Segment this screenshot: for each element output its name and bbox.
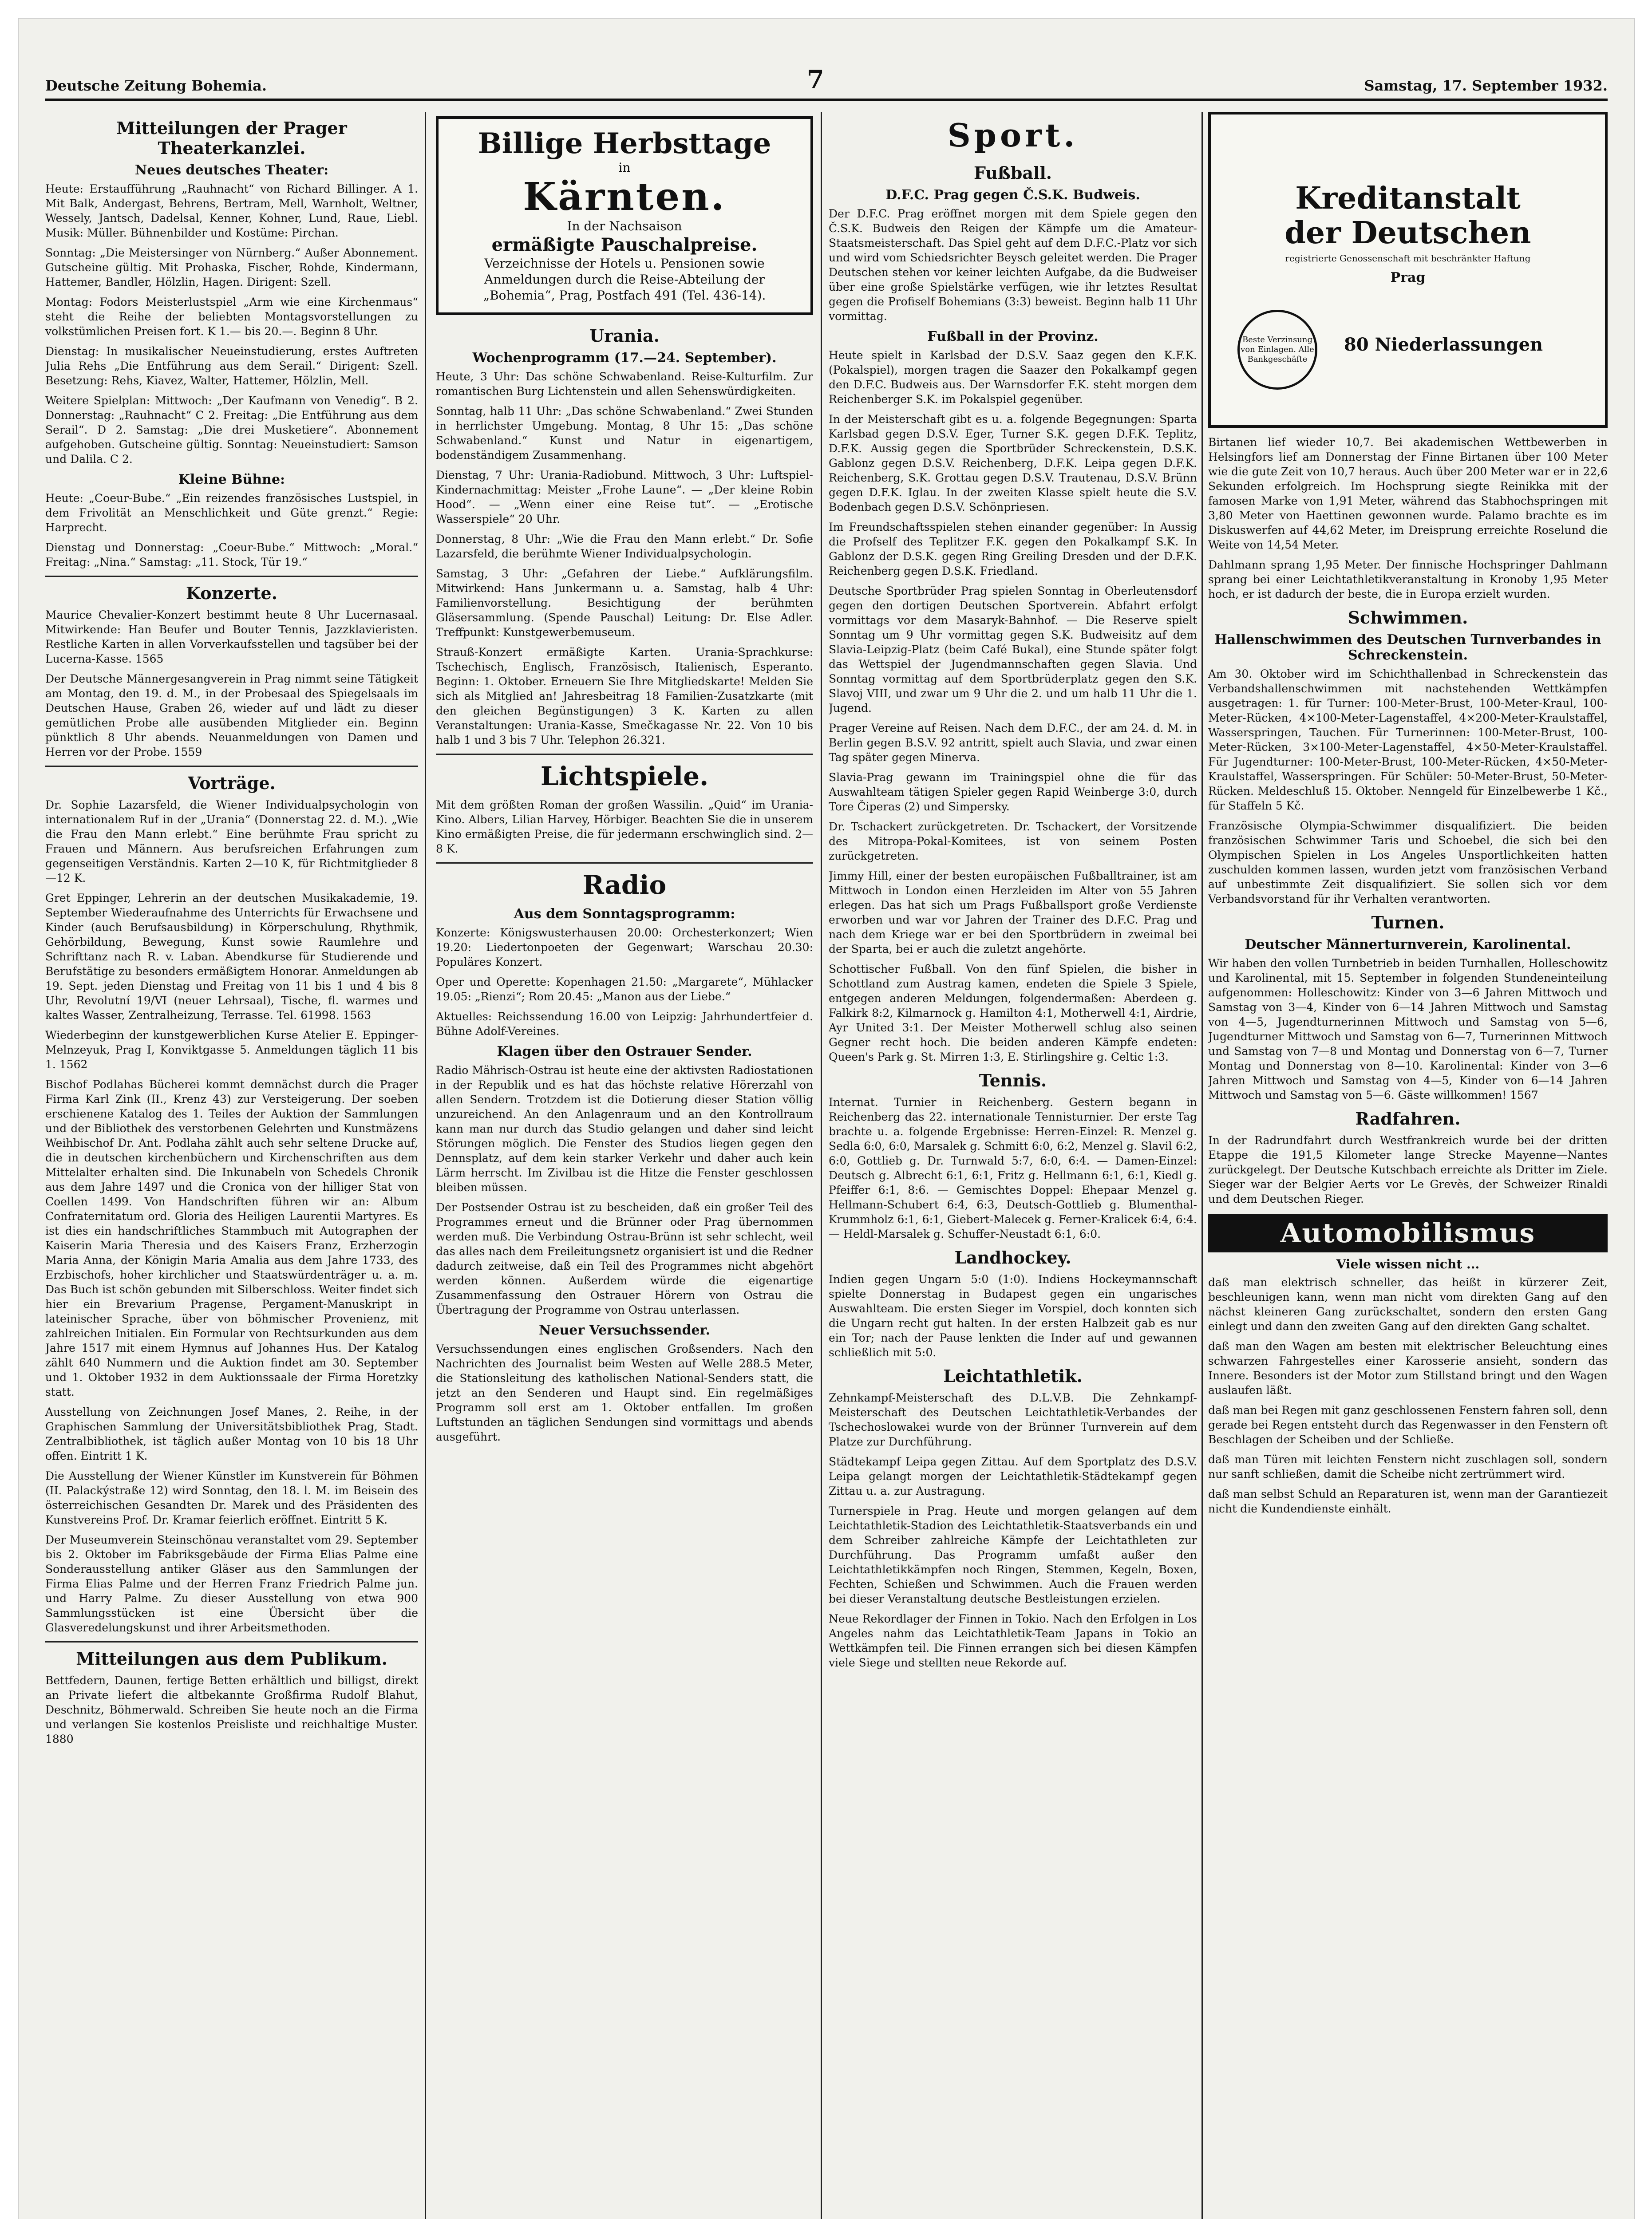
section-title-urania: Urania. [589,326,660,346]
bank-seal-icon: Beste Verzinsung von Einlagen. Alle Bankgeschäfte [1237,310,1317,390]
article-paragraph: Heute: Erstaufführung „Rauhnacht“ von Richard Billinger. A 1. Mit Balk, Andergast, Behrens, Bertram, Mell, Warnholt, Weltner, Wessely, Jantsch, Dadelsal, Kenner, Kohner, Lund, Raue, Liebl. Musik: Müller. Bühnenbilder und Kostüme: Pirchan. [45,182,418,239]
article-paragraph: Die Ausstellung der Wiener Künstler im Kunstverein für Böhmen (II. Palackýstraße 12) wird Sonntag, den 18. l. M. im Beisein des österreichischen Gesandten Dr. Marek und des Präsidenten des Kunstvereins Prof. Dr. Kramar feierlich eröffnet. Eintritt 5 K. [45,1469,418,1526]
article-paragraph: Im Freundschaftsspielen stehen einander gegenüber: In Aussig die Profself des Teplitzer F.K. gegen den Pokalkampf S.K. In Gablonz der D.S.K. gegen Ring Greiling Dresden und der D.F.K. Reichenberg gegen D.S.K. Friedland. [829,521,1197,577]
article-paragraph: Aktuelles: Reichssendung 16.00 von Leipzig: Jahrhundertfeier d. Bühne Adolf-Vereines. [436,1010,813,1038]
article-paragraph: Strauß-Konzert ermäßigte Karten. Urania-Sprachkurse: Tschechisch, Englisch, Französisch, Italienisch, Esperanto. Beginn: 1. Oktober. Erneuern Sie Ihre Mitgliedskarte! Melden Sie sich als Mitglied an! Jahresbeitrag 18 Familien-Zusatzkarte (mit den gleichen Begünstigungen) 3 K. Karten zu allen Veranstaltungen: Urania-Kasse, Smečkagasse Nr. 22. Von 10 bis halb 1 und 3 bis 7 Uhr. Telephon 26.321. [436,646,813,746]
article-paragraph: Montag: Fodors Meisterlustspiel „Arm wie eine Kirchenmaus“ steht die Reihe der beliebten Montagsvorstellungen zu volkstümlichen Preisen fort. K 1.— bis 20.—. Beginn 8 Uhr. [45,296,418,338]
article-paragraph: Zehnkampf-Meisterschaft des D.L.V.B. Die Zehnkampf-Meisterschaft des Deutschen Leichtathletik-Verbandes der Tschechoslowakei wurde von der Brünner Turnverein auf dem Platze zur Durchführung. [829,1391,1197,1448]
page-number: 7 [806,65,824,94]
article-paragraph: daß man elektrisch schneller, das heißt in kürzerer Zeit, beschleunigen kann, wenn man nicht vom direkten Gang auf den nächst kleineren Gang zurückschaltet, sondern den ersten Gang einlegt und dann den zweiten Gang auf den direkten Gang schaltet. [1208,1276,1608,1333]
column-3 [829,112,1197,2219]
article-paragraph: Oper und Operette: Kopenhagen 21.50: „Margarete“, Mühlacker 19.05: „Rienzi“; Rom 20.45: „Manon aus der Liebe.“ [436,975,813,1003]
masthead [45,45,1608,101]
advertisement-kreditanstalt [1208,112,1608,428]
bank-name-line: Kreditanstalt [1295,181,1521,216]
header-left: Deutsche Zeitung Bohemia. [45,77,267,94]
article-paragraph: Dienstag, 7 Uhr: Urania-Radiobund. Mittwoch, 3 Uhr: Luftspiel-Kindernachmittag: Meister „Frohe Laune“. — „Der kleine Robin Hood“. — „Wenn einer eine Reise tut“. — „Erotische Wasserspiele“ 20 Uhr. [436,469,813,525]
section-title-sport: Sport. [947,116,1079,154]
article-paragraph: Jimmy Hill, einer der besten europäischen Fußballtrainer, ist am Mittwoch in London einen Herzleiden im Alter von 55 Jahren erlegen. Das hat sich um Prags Fußballsport große Verdienste erworben und war vor Jahren der Trainer des D.F.C. Prag und nach dem Kriege war er bei den Sportbrüdern in zweimal bei der Sparta, bei er auch die zuletzt angehörte. [829,869,1197,956]
advertisement-kaernten [436,116,813,315]
article-paragraph: Am 30. Oktober wird im Schichthallenbad in Schreckenstein das Verbandshallenschwimmen mit nachstehenden Wettkämpfen ausgetragen: 1. für Turner: 100-Meter-Brust, 100-Meter-Kraul, 100-Meter-Rücken, 4×100-Meter-Lagenstaffel, 4×200-Meter-Kraulstaffel, Wasserspringen, Tauchen. Für Turnerinnen: 100-Meter-Brust, 100-Meter-Rücken, 3×100-Meter-Lagenstaffel, 4×50-Meter-Kraulstaffel. Für Jugendturner: 100-Meter-Brust, 100-Meter-Rücken, 4×50-Meter-Kraulstaffel, Wasserspringen. Für Schüler: 50-Meter-Brust, 50-Meter-Rücken. Meldeschluß 15. Oktober. Nenngeld für Einzelbewerbe 1 Kč., für Staffeln 5 Kč. [1208,667,1608,812]
section-title-landhockey: Landhockey. [954,1248,1071,1267]
subheading-kleine-buehne: Kleine Bühne: [178,472,285,487]
article-paragraph: Indien gegen Ungarn 5:0 (1:0). Indiens Hockeymannschaft spielte Donnerstag in Budapest gegen ein ungarisches Auswahlteam. Die ersten Sieger im Vorspiel, doch konnten sich die Ungarn recht gut halten. In der ersten Halbzeit gab es nur ein Tor; nach der Pause lenkten die Inder auf und gewannen schließlich mit 5:0. [829,1273,1197,1359]
ad-subtitle: ermäßigte Pauschalpreise. [491,234,758,255]
article-paragraph: Neue Rekordlager der Finnen in Tokio. Nach den Erfolgen in Los Angeles nahm das Leichtathletik-Team Japans in Tokio an Wettkämpfen teil. Die Finnen errangen sich bei diesen Kämpfen viele Siege und stellten neue Rekorde auf. [829,1612,1197,1669]
divider [436,862,813,864]
article-paragraph: Donnerstag, 8 Uhr: „Wie die Frau den Mann erlebt.“ Dr. Sofie Lazarsfeld, die berühmte Wiener Individualpsychologin. [436,533,813,560]
column-2 [436,112,813,2219]
article-paragraph: Der D.F.C. Prag eröffnet morgen mit dem Spiele gegen den Č.S.K. Budweis den Reigen der Kämpfe um die Amateur-Staatsmeisterschaft. Das Spiel geht auf dem D.F.C.-Platz vor sich und wird vom Schiedsrichter Beysch geleitet werden. Die Prager Deutschen stehen vor keiner leichten Aufgabe, da die Budweiser über eine große Spielstärke verfügen, wie ihr letztes Resultat gegen die Profiself Bohemians (3:3) beweist. Beginn halb 11 Uhr vormittag. [829,207,1197,323]
article-paragraph: Gret Eppinger, Lehrerin an der deutschen Musikakademie, 19. September Wiederaufnahme des Unterrichts für Erwachsene und Kinder (auch Berufsausbildung) in Körperschulung, Rhythmik, Gehörbildung, Bewegung, Kunst sowie Raumlehre und Schrifttanz nach R. v. Laban. Abendkurse für Studierende und Berufstätige zu besonders ermäßigtem Honorar. Anmeldungen ab 19. Sept. jeden Dienstag und Freitag von 11 bis 1 und 4 bis 8 Uhr, Revolutní 19/VI (neuer Lehrsaal), Tische, fl. warmes und kaltes Wasser, Zentralheizung, Terrasse. Tel. 61998. 1563 [45,892,418,1022]
article-paragraph: daß man den Wagen am besten mit elektrischer Beleuchtung eines schwarzen Fahrgestelles einer Karosserie ansieht, sondern das Innere. Besonders ist der Motor zum Stillstand bringt und den Wagen auslaufen läßt. [1208,1340,1608,1397]
divider [45,766,418,767]
subheading-neuer-sender: Neuer Versuchssender. [538,1323,711,1338]
article-paragraph: In der Meisterschaft gibt es u. a. folgende Begegnungen: Sparta Karlsbad gegen D.S.V. Eger, Turner S.K. gegen D.F.K. Teplitz, D.F.K. Aussig gegen die Sportbrüder Schreckenstein, D.S.K. Gablonz gegen D.S.V. Reichenberg, D.F.K. Leipa gegen D.F.K. Reichenberg, S.K. Grottau gegen D.S.V. Trautenau, D.S.V. Brünn gegen D.F.K. Iglau. In der zweiten Klasse spielt heute die S.V. Bodenbach gegen D.S.V. Schönpriesen. [829,413,1197,513]
article-paragraph: Heute: „Coeur-Bube.“ „Ein reizendes französisches Lustspiel, in dem Frivolität an Menschlichkeit und Güte grenzt.“ Regie: Harprecht. [45,492,418,534]
section-title-fussball: Fußball. [973,163,1052,183]
article-paragraph: Weitere Spielplan: Mittwoch: „Der Kaufmann von Venedig“. B 2. Donnerstag: „Rauhnacht“ C 2. Freitag: „Die Entführung aus dem Serail“. D 2. Samstag: „Die drei Musketiere“. Abonnement aufgehoben. Gutscheine gültig. Sonntag: Neueinstudiert: Samson und Dalila. C 2. [45,394,418,466]
column-rule [821,112,822,2219]
column-1 [45,112,418,2219]
ad-headline: Billige Herbsttage [478,127,771,160]
ad-text: in [618,160,631,175]
subheading-sonntagsprogramm: Aus dem Sonntagsprogramm: [514,906,735,922]
article-paragraph: Prager Vereine auf Reisen. Nach dem D.F.C., der am 24. d. M. in Berlin gegen B.S.V. 92 antritt, spielt auch Slavia, und zwar einen Tag später gegen Minerva. [829,722,1197,764]
article-paragraph: Ausstellung von Zeichnungen Josef Manes, 2. Reihe, in der Graphischen Sammlung der Universitätsbibliothek Prag, Stadt. Zentralbibliothek, ist täglich außer Montag von 10 bis 18 Uhr offen. Eintritt 1 K. [45,1406,418,1462]
section-title-lichtspiele: Lichtspiele. [540,761,709,791]
section-title-radfahren: Radfahren. [1355,1109,1461,1129]
bank-name [1220,181,1596,250]
article-paragraph: Dr. Sophie Lazarsfeld, die Wiener Individualpsychologin von internationalem Ruf in der „Urania“ (Donnerstag 22. d. M.). „Wie die Frau den Mann erlebt.“ Eine berühmte Frau spricht zu Frauen und Männern. Aus berufsreichen Erfahrungen zum gegenseitigen Verständnis. Karten 2—10 K, für Richtmitglieder 8—12 K. [45,798,418,884]
article-paragraph: Birtanen lief wieder 10,7. Bei akademischen Wettbewerben in Helsingfors lief am Donnerstag der Finne Birtanen über 100 Meter wie die gute Zeit von 10,7 heraus. Auch über 200 Meter war er in 22,6 Sekunden erfolgreich. Im Hochsprung siegte Reinikka mit der famosen Marke von 1,91 Meter, während das Stabhochspringen mit 3,80 Meter von Haettinen gewonnen wurde. Palamo brachte es im Diskuswerfen auf 44,62 Meter, im Dreisprung erreichte Roselund die Weite von 14,54 Meter. [1208,436,1608,551]
article-paragraph: Mit dem größten Roman der großen Wassilin. „Quid“ im Urania-Kino. Albers, Lilian Harvey, Hörbiger. Beachten Sie die in unserem Kino ermäßigten Preise, die für jedermann erschwinglich sind. 2—8 K. [436,798,813,855]
divider [45,576,418,577]
bank-city: Prag [1390,270,1426,285]
article-paragraph: Slavia-Prag gewann im Trainingspiel ohne die für das Auswahlteam tätigen Spieler gegen Rapid Weinberge 3:0, durch Tore Čiperas (2) und Simpersky. [829,771,1197,813]
section-title-vortraege: Vorträge. [188,773,276,793]
article-paragraph: Dr. Tschackert zurückgetreten. Dr. Tschackert, der Vorsitzende des Mitropa-Pokal-Komitees, ist von seinem Posten zurückgetreten. [829,820,1197,862]
article-paragraph: daß man Türen mit leichten Fenstern nicht zuschlagen soll, sondern nur sanft schließen, damit die Scheibe nicht zertrümmert wird. [1208,1453,1608,1481]
article-paragraph: Französische Olympia-Schwimmer disqualifiziert. Die beiden französischen Schwimmer Taris und Schoebel, die sich bei den Olympischen Spielen in Los Angeles Unsportlichkeiten hatten zuschulden kommen lassen, wurden jetzt vom französischen Verband auf unbestimmte Zeit disqualifiziert. Sie sollen sich vor dem Verbandsvorstand für ihr Verhalten verantworten. [1208,819,1608,905]
column-rule [425,112,426,2219]
subheading-viele-wissen: Viele wissen nicht ... [1336,1257,1480,1271]
section-title-theater: Mitteilungen der Prager Theaterkanzlei. [116,118,347,158]
article-paragraph: daß man selbst Schuld an Reparaturen ist, wenn man der Garantiezeit nicht die Kundendienste einhält. [1208,1488,1608,1515]
article-paragraph: Versuchssendungen eines englischen Großsenders. Nach den Nachrichten des Journalist beim Westen auf Welle 288.5 Meter, die Stationsleitung des katholischen National-Senders statt, die jetzt an den Senderen und Haupt sind. Ein regelmäßiges Programm soll erst am 1. Oktober entfallen. Im großen Luftstunden an täglichen Sendungen sind vormittags und abends ausgeführt. [436,1342,813,1443]
article-paragraph: daß man bei Regen mit ganz geschlossenen Fenstern fahren soll, denn gerade bei Regen entsteht durch das Regenwasser in den Fenstern oft Beschlagen der Scheiben und der Schließe. [1208,1404,1608,1446]
article-paragraph: Internat. Turnier in Reichenberg. Gestern begann in Reichenberg das 22. internationale Tennisturnier. Der erste Tag brachte u. a. folgende Ergebnisse: Herren-Einzel: R. Menzel g. Sedla 6:0, 6:0, Marsalek g. Schmitt 6:0, 6:2, Menzel g. Slavil 6:2, 6:0, Gottlieb g. Dr. Turnwald 5:7, 6:0, 6:4. — Damen-Einzel: Deutsch g. Albrecht 6:1, 6:1, Fritz g. Hellmann 6:1, 6:1, Kiedl g. Pfeiffer 6:1, 8:6. — Gemischtes Doppel: Ehepaar Menzel g. Hellmann-Schubert 6:4, 6:3, Deutsch-Gottlieb g. Blumenthal-Krummholz 6:1, 6:1, Giebert-Malecek g. Ferner-Kralicek 6:4, 6:4. — Heldl-Marsalek g. Schuffer-Neustadt 6:1, 6:0. [829,1096,1197,1240]
article-paragraph: Sonntag, halb 11 Uhr: „Das schöne Schwabenland.“ Zwei Stunden in herrlichster Umgebung. Montag, 8 Uhr 15: „Das schöne Schwabenland.“ Kunst und Natur in eigenartigem, bodenständigem Zusammenhang. [436,405,813,462]
article-paragraph: Wiederbeginn der kunstgewerblichen Kurse Atelier E. Eppinger-Melnzeyuk, Prag I, Konviktgasse 5. Anmeldungen täglich 11 bis 1. 1562 [45,1029,418,1071]
article-paragraph: Schottischer Fußball. Von den fünf Spielen, die bisher in Schottland zum Austrag kamen, endeten die Spiele 3 Spiele, entgegen anderen Meldungen, folgendermaßen: Aberdeen g. Falkirk 8:2, Kilmarnock g. Hamilton 4:1, Motherwell 4:1, Airdrie, Ayr United 3:1. Der Meister Motherwell schlug also seinen Gegner recht hoch. Die beiden anderen Kämpfe endeten: Queen's Park g. St. Mirren 1:3, E. Stirlingshire g. Celtic 1:3. [829,963,1197,1063]
bank-branches: 80 Niederlassungen [1344,334,1543,355]
article-paragraph: Bischof Podlahas Bücherei kommt demnächst durch die Prager Firma Karl Zink (II., Krenz 43) zur Versteigerung. Der soeben erschienene Katalog des 1. Teiles der Auktion der Sammlungen und der Bibliothek des verstorbenen Gelehrten und Kunstmäzens Weihbischof Dr. Ant. Podlaha zählt auch sehr seltene Drucke auf, die in deutschen kirchenbüchern und Kirchenschriften aus dem Mittelalter erhalten sind. Die Inkunabeln von Schedels Chronik aus dem Jahre 1497 und die Cronica von der hilliger Stat von Coellen 1499. Von Handschriften führen wir an: Album Confraternitatum ord. Gloria des Heiligen Laurentii Martyres. Es ist dies ein handschriftliches Stammbuch mit Autographen der Kaiserin Maria Theresia und des Kaisers Franz, Erzherzogin Maria Anna, der Königin Maria Amalia aus dem Jahre 1733, des Erzbischofs, hoher kirchlicher und Staatswürdenträger u. a. m. Das Buch ist schön gebunden mit Silberschloss. Weiter findet sich hier ein Brevarium Pragense, Pergament-Manuskript in lateinischer Sprache, über von böhmischer Provenienz, mit zahlreichen Initialen. Ein Formular von Rechtsurkunden aus dem Jahre 1517 mit einem Hymnus auf Johannes Hus. Der Katalog zählt 640 Nummern und die Auktion findet am 30. September und 1. Oktober 1932 in dem Auktionssaale der Firma Horetzky statt. [45,1078,418,1398]
section-title-publikum: Mitteilungen aus dem Publikum. [76,1649,387,1669]
article-paragraph: Dienstag: In musikalischer Neueinstudierung, erstes Auftreten Julia Rehs „Die Entführung aus dem Serail.“ Dirigent: Szell. Besetzung: Rehs, Kiavez, Walter, Hattemer, Hölzlin, Mell. [45,345,418,387]
article-paragraph: Radio Mährisch-Ostrau ist heute eine der aktivsten Radiostationen in der Republik und es hat das höchste relative Hörerzahl von allen Sendern. Trotzdem ist die Dotierung dieser Station völlig unzureichend. An den Anlagenraum und an den Kontrollraum kann man nur durch das Studio gelangen und daher sind leicht Störungen möglich. Die Fenster des Studios liegen gegen den Dennsplatz, auf dem kein starker Verkehr und daher auch kein Lärm herrscht. Im Zivilbau ist die Hitze die Fenster geschlossen bleiben müssen. [436,1064,813,1194]
subheading-provinz: Fußball in der Provinz. [927,329,1099,344]
column-4 [1208,112,1608,2219]
article-paragraph: Heute spielt in Karlsbad der D.S.V. Saaz gegen den K.F.K. (Pokalspiel), morgen tragen die Saazer den Pokalkampf gegen den D.F.C. Budweis aus. Der Warnsdorfer F.K. steht morgen dem Reichenberger S.K. im Pokalspiel gegenüber. [829,349,1197,406]
section-title-konzerte: Konzerte. [186,583,277,603]
article-paragraph: Städtekampf Leipa gegen Zittau. Auf dem Sportplatz des D.S.V. Leipa gelangt morgen der Leichtathletik-Städtekampf gegen Zittau u. a. zur Austragung. [829,1455,1197,1497]
article-paragraph: Der Postsender Ostrau ist zu bescheiden, daß ein großer Teil des Programmes erneut und die Brünner oder Prag übernommen werden muß. Die Verbindung Ostrau-Brünn ist sehr schlecht, weil das alles nach dem Freileitungsnetz organisiert ist und die Redner dadurch zeitweise, daß ein Teil des Programmes nicht abgehört werden können. Außerdem würde die eigenartige Zusammenfassung den Ostrauer Hörern von Ostrau die Übertragung der Programme von Ostrau unterlassen. [436,1201,813,1316]
subheading-dfc: D.F.C. Prag gegen Č.S.K. Budweis. [885,187,1140,203]
section-title-automobilismus: Automobilismus [1208,1214,1608,1252]
article-paragraph: Samstag, 3 Uhr: „Gefahren der Liebe.“ Aufklärungsfilm. Mitwirkend: Hans Junkermann u. a. Samstag, halb 4 Uhr: Familienvorstellung. Besichtigung der berühmten Gläsersammlung. (Spende Pauschal) Leitung: Dr. Else Adler. Treffpunkt: Kunstgewerbemuseum. [436,567,813,639]
subheading-maennerturnverein: Deutscher Männerturnverein, Karolinental. [1245,937,1571,952]
subheading-wochenprogramm: Wochenprogramm (17.—24. September). [472,350,777,366]
ad-text: Verzeichnisse der Hotels u. Pensionen sowie Anmeldungen durch die Reise-Abteilung der „Bohemia“, Prag, Postfach 491 (Tel. 436-14). [483,256,766,303]
article-paragraph: Maurice Chevalier-Konzert bestimmt heute 8 Uhr Lucernasaal. Mitwirkende: Han Beufer und Bouter Tennis, Jazzklavieristen. Restliche Karten in allen Vorverkaufsstellen und tagsüber bei der Lucerna-Kasse. 1565 [45,608,418,665]
article-paragraph: Deutsche Sportbrüder Prag spielen Sonntag in Oberleutensdorf gegen den dortigen Deutschen Sportverein. Abfahrt erfolgt vormittags vor dem Masaryk-Bahnhof. — Die Reserve spielt Sonntag um 9 Uhr vormittag gegen S.K. Budweisitz auf dem Slavia-Leipzig-Platz (beim Café Bukal), eine Stunde später folgt das Wettspiel der Jugendmannschaften gegen Slavia. Und Sonntag vormittag auf dem Sportbrüderplatz gegen den S.K. Slavoj VIII, und zwar um 9 Uhr die 2. und um halb 11 Uhr die 1. Jugend. [829,584,1197,715]
bank-legal-form: registrierte Genossenschaft mit beschränkter Haftung [1285,253,1531,264]
subheading-hallenschwimmen: Hallenschwimmen des Deutschen Turnverbandes in Schreckenstein. [1214,632,1601,663]
header-date: Samstag, 17. September 1932. [1364,77,1608,94]
section-title-leichtathletik: Leichtathletik. [943,1366,1083,1386]
article-paragraph: Dahlmann sprang 1,95 Meter. Der finnische Hochspringer Dahlmann sprang bei einer Leichtathletikveranstaltung in Kronoby 1,95 Meter hoch, er ist dadurch der beste, die in Europa erzielt wurden. [1208,558,1608,600]
divider [45,1641,418,1643]
subheading-neues-theater: Neues deutsches Theater: [134,162,329,178]
section-title-tennis: Tennis. [979,1070,1047,1090]
subheading-klagen: Klagen über den Ostrauer Sender. [497,1044,752,1059]
article-paragraph: Heute, 3 Uhr: Das schöne Schwabenland. Reise-Kulturfilm. Zur romantischen Burg Lichtenstein und allen Sehenswürdigkeiten. [436,370,813,398]
article-paragraph: Turnerspiele in Prag. Heute und morgen gelangen auf dem Leichtathletik-Stadion des Leichtathletik-Staatsverbands ein und dem Schreiber zahlreiche Kämpfe der Leichtathleten zur Durchführung. Das Programm umfaßt außer den Leichtathletikkämpfen noch Ringen, Stemmen, Kegeln, Boxen, Fechten, Schießen und Schwimmen. Auch die Frauen werden bei dieser Veranstaltung deutsche Bestleistungen erzielen. [829,1504,1197,1605]
divider [436,754,813,755]
article-paragraph: Wir haben den vollen Turnbetrieb in beiden Turnhallen, Holleschowitz und Karolinental, mit 15. September in folgenden Stundeneinteilung aufgenommen: Holleschowitz: Kinder von 3—6 Jahren Mittwoch und Samstag von 3—4, Kinder von 6—14 Jahren Mittwoch und Samstag von 4—5, Jugendturnerinnen Mittwoch und Samstag von 5—6, Jugendturner Mittwoch und Samstag von 6—7, Turnerinnen Mittwoch und Samstag von 7—8 und Montag und Donnerstag von 6—7, Turner Montag und Donnerstag von 8—10. Karolinental: Kinder von 3—6 Jahren Mittwoch und Samstag von 4—5, Kinder von 6—14 Jahren Mittwoch und Samstag von 5—6. Gäste willkommen! 1567 [1208,957,1608,1102]
article-paragraph: In der Radrundfahrt durch Westfrankreich wurde bei der dritten Etappe die 191,5 Kilometer lange Strecke Mayenne—Nantes zurückgelegt. Der Deutsche Kutschbach erreichte als Dritter im Ziele. Sieger war der Belgier Aerts vor Le Grevès, der Schweizer Rinaldi und dem Deutschen Rieger. [1208,1134,1608,1205]
article-paragraph: Der Museumverein Steinschönau veranstaltet vom 29. September bis 2. Oktober im Fabriksgebäude der Firma Elias Palme eine Sonderausstellung antiker Gläser aus den Sammlungen der Firma Elias Palme und der Herren Franz Friedrich Palme jun. und Harry Palme. Zu dieser Ausstellung von etwa 900 Sammlungsstücken ist eine Übersicht über die Glasveredelungskunst und ihrer Arbeitsmethoden. [45,1533,418,1634]
article-paragraph: Dienstag und Donnerstag: „Coeur-Bube.“ Mittwoch: „Moral.“ Freitag: „Nina.“ Samstag: „11. Stock, Tür 19.“ [45,541,418,569]
section-title-schwimmen: Schwimmen. [1348,608,1468,628]
ad-text: In der Nachsaison [567,219,682,233]
newspaper-page [18,18,1635,2219]
article-paragraph: Sonntag: „Die Meistersinger von Nürnberg.“ Außer Abonnement. Gutscheine gültig. Mit Prohaska, Fischer, Rohde, Kindermann, Hattemer, Bandler, Hölzlin, Hagen. Dirigent: Szell. [45,246,418,288]
article-paragraph: Der Deutsche Männergesangverein in Prag nimmt seine Tätigkeit am Montag, den 19. d. M., in der Probesaal des Spiegelsaals im Deutschen Hause, Graben 26, wieder auf und lädt zu dieser gemütlichen Probe alle ausübenden Mitglieder ein. Beginn pünktlich 8 Uhr abends. Neuanmeldungen von Damen und Herren vor der Probe. 1559 [45,672,418,758]
column-rule [1201,112,1203,2219]
section-title-radio: Radio [582,870,667,900]
section-title-turnen: Turnen. [1371,912,1445,932]
article-paragraph: Bettfedern, Daunen, fertige Betten erhältlich und billigst, direkt an Private liefert die altbekannte Großfirma Rudolf Blahut, Deschnitz, Böhmerwald. Schreiben Sie heute noch an die Firma und verlangen Sie kostenlos Preisliste und reichhaltige Muster. 1880 [45,1674,418,1745]
article-paragraph: Konzerte: Königswusterhausen 20.00: Orchesterkonzert; Wien 19.20: Liedertonpoeten der Gegenwart; Warschau 20.30: Populäres Konzert. [436,926,813,968]
bank-name-line: der Deutschen [1284,215,1531,251]
ad-title: Kärnten. [523,174,726,219]
